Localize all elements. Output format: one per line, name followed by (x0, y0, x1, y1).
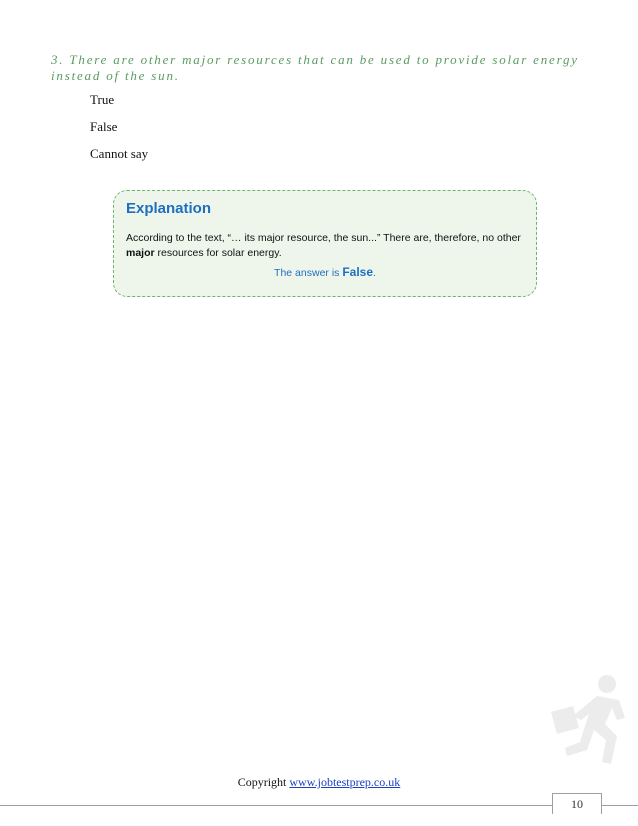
option-true[interactable]: True (90, 92, 115, 107)
question-text: 3. There are other major resources that can be used to provide solar energy instead of the sun. (51, 52, 579, 83)
website-link[interactable]: www.jobtestprep.co.uk (289, 775, 401, 789)
option-false[interactable]: False (90, 119, 118, 134)
option-cannot-say[interactable]: Cannot say (90, 146, 149, 161)
explanation-text-after: resources for solar energy. (157, 247, 282, 259)
explanation-text (126, 231, 526, 261)
answer-options (90, 92, 148, 173)
explanation-title: Explanation (126, 200, 212, 217)
footer-divider (0, 805, 638, 806)
copyright-label: Copyright (237, 775, 287, 789)
copyright-notice (0, 775, 638, 790)
answer-line (114, 265, 536, 279)
explanation-bold-word: major (126, 247, 155, 259)
answer-prefix: The answer is (274, 267, 340, 279)
answer-suffix: . (373, 267, 376, 279)
answer-value: False (342, 265, 374, 279)
jobtestprep-runner-logo-icon (545, 672, 638, 772)
explanation-text-before: According to the text, “… its major resource, the sun...” There are, therefore, no other (126, 232, 521, 244)
page-number: 10 (552, 793, 602, 814)
explanation-box (113, 190, 537, 297)
